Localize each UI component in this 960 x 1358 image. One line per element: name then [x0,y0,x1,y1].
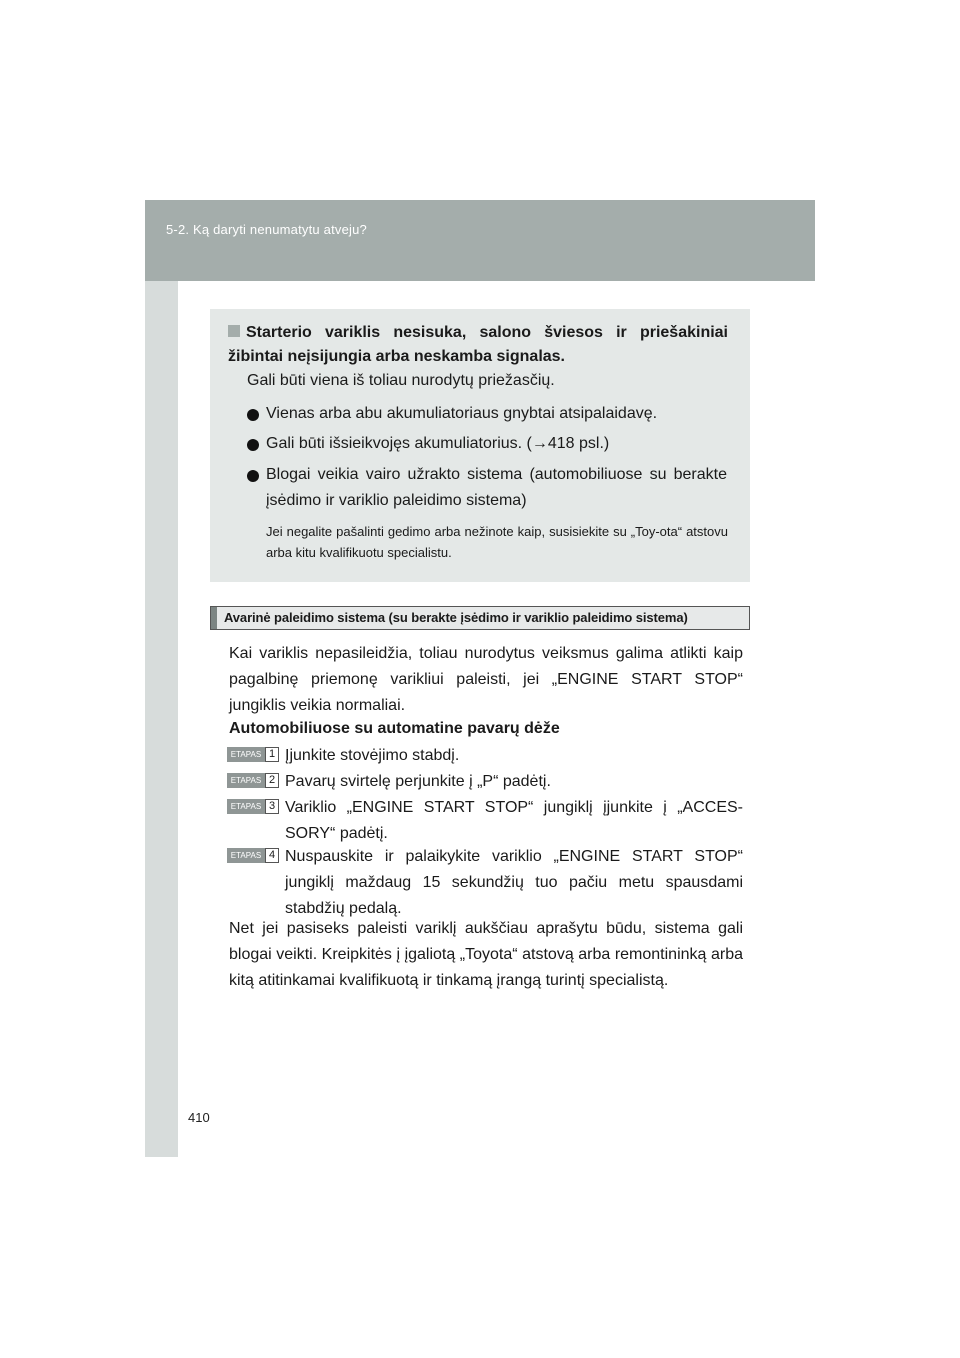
bullet-item: Blogai veikia vairo užrakto sistema (automobiliuose su berakte įsėdimo ir variklio paleidimo sistema) [247,462,727,514]
step-text: Pavarų svirtelę perjunkite į „P“ padėtį. [285,773,551,790]
step-badge: ETAPAS 4 [227,848,279,863]
header-band [145,200,815,281]
section-header: 5-2. Ką daryti nenumatytu atveju? [166,222,367,237]
info-box-intro: Gali būti viena iš toliau nurodytų priežasčių. [247,372,555,389]
bullet-item: Gali būti išsieikvojęs akumuliatorius. (→418 psl.) [247,431,727,457]
step-text: Įjunkite stovėjimo stabdį. [285,747,460,764]
left-margin-strip [145,281,178,1157]
info-box-heading: Starterio variklis nesisuka, salono šviesos ir priešakiniai žibintai neįsijungia arba neskamba signalas. [228,324,728,365]
bullet-dot-icon [247,409,259,421]
step-badge: ETAPAS 3 [227,799,279,814]
page-number: 410 [188,1110,210,1125]
bullet-item: Vienas arba abu akumuliatoriaus gnybtai atsipalaidavę. [247,401,727,427]
bullet-dot-icon [247,439,259,451]
subheading: Automobiliuose su automatine pavarų dėže [229,720,560,737]
step-text: Variklio „ENGINE START STOP“ jungiklį įjunkite į „ACCES-SORY“ padėtį. [285,799,743,842]
section-intro: Kai variklis nepasileidžia, toliau nurodytus veiksmus galima atlikti kaip pagalbinę priemonę varikliui paleisti, jei „ENGINE START STOP“ jungiklis veikia normaliai. [229,645,743,714]
info-box-note: Jei negalite pašalinti gedimo arba nežinote kaip, susisiekite su „Toy-ota“ atstovu arba kitu kvalifikuotu specialistu. [266,524,728,560]
section-title: Avarinė paleidimo sistema (su berakte įsėdimo ir variklio paleidimo sistema) [224,610,688,625]
step-badge: ETAPAS 2 [227,773,279,788]
step-badge: ETAPAS 1 [227,747,279,762]
section-title-bar [210,606,750,630]
square-bullet-icon [228,325,240,337]
section-accent [211,607,217,629]
step-text: Nuspauskite ir palaikykite variklio „ENGINE START STOP“ jungiklį maždaug 15 sekundžių tuo pačiu metu spausdami stabdžių pedalą. [285,848,743,917]
bullet-dot-icon [247,470,259,482]
closing-paragraph: Net jei pasiseks paleisti variklį aukščiau aprašytu būdu, sistema gali blogai veikti. Kreipkitės į įgaliotą „Toyota“ atstovą arba remontininką arba kitą atitinkamai kvalifikuotą ir tinkamą įrangą turintį specialistą. [229,920,743,989]
